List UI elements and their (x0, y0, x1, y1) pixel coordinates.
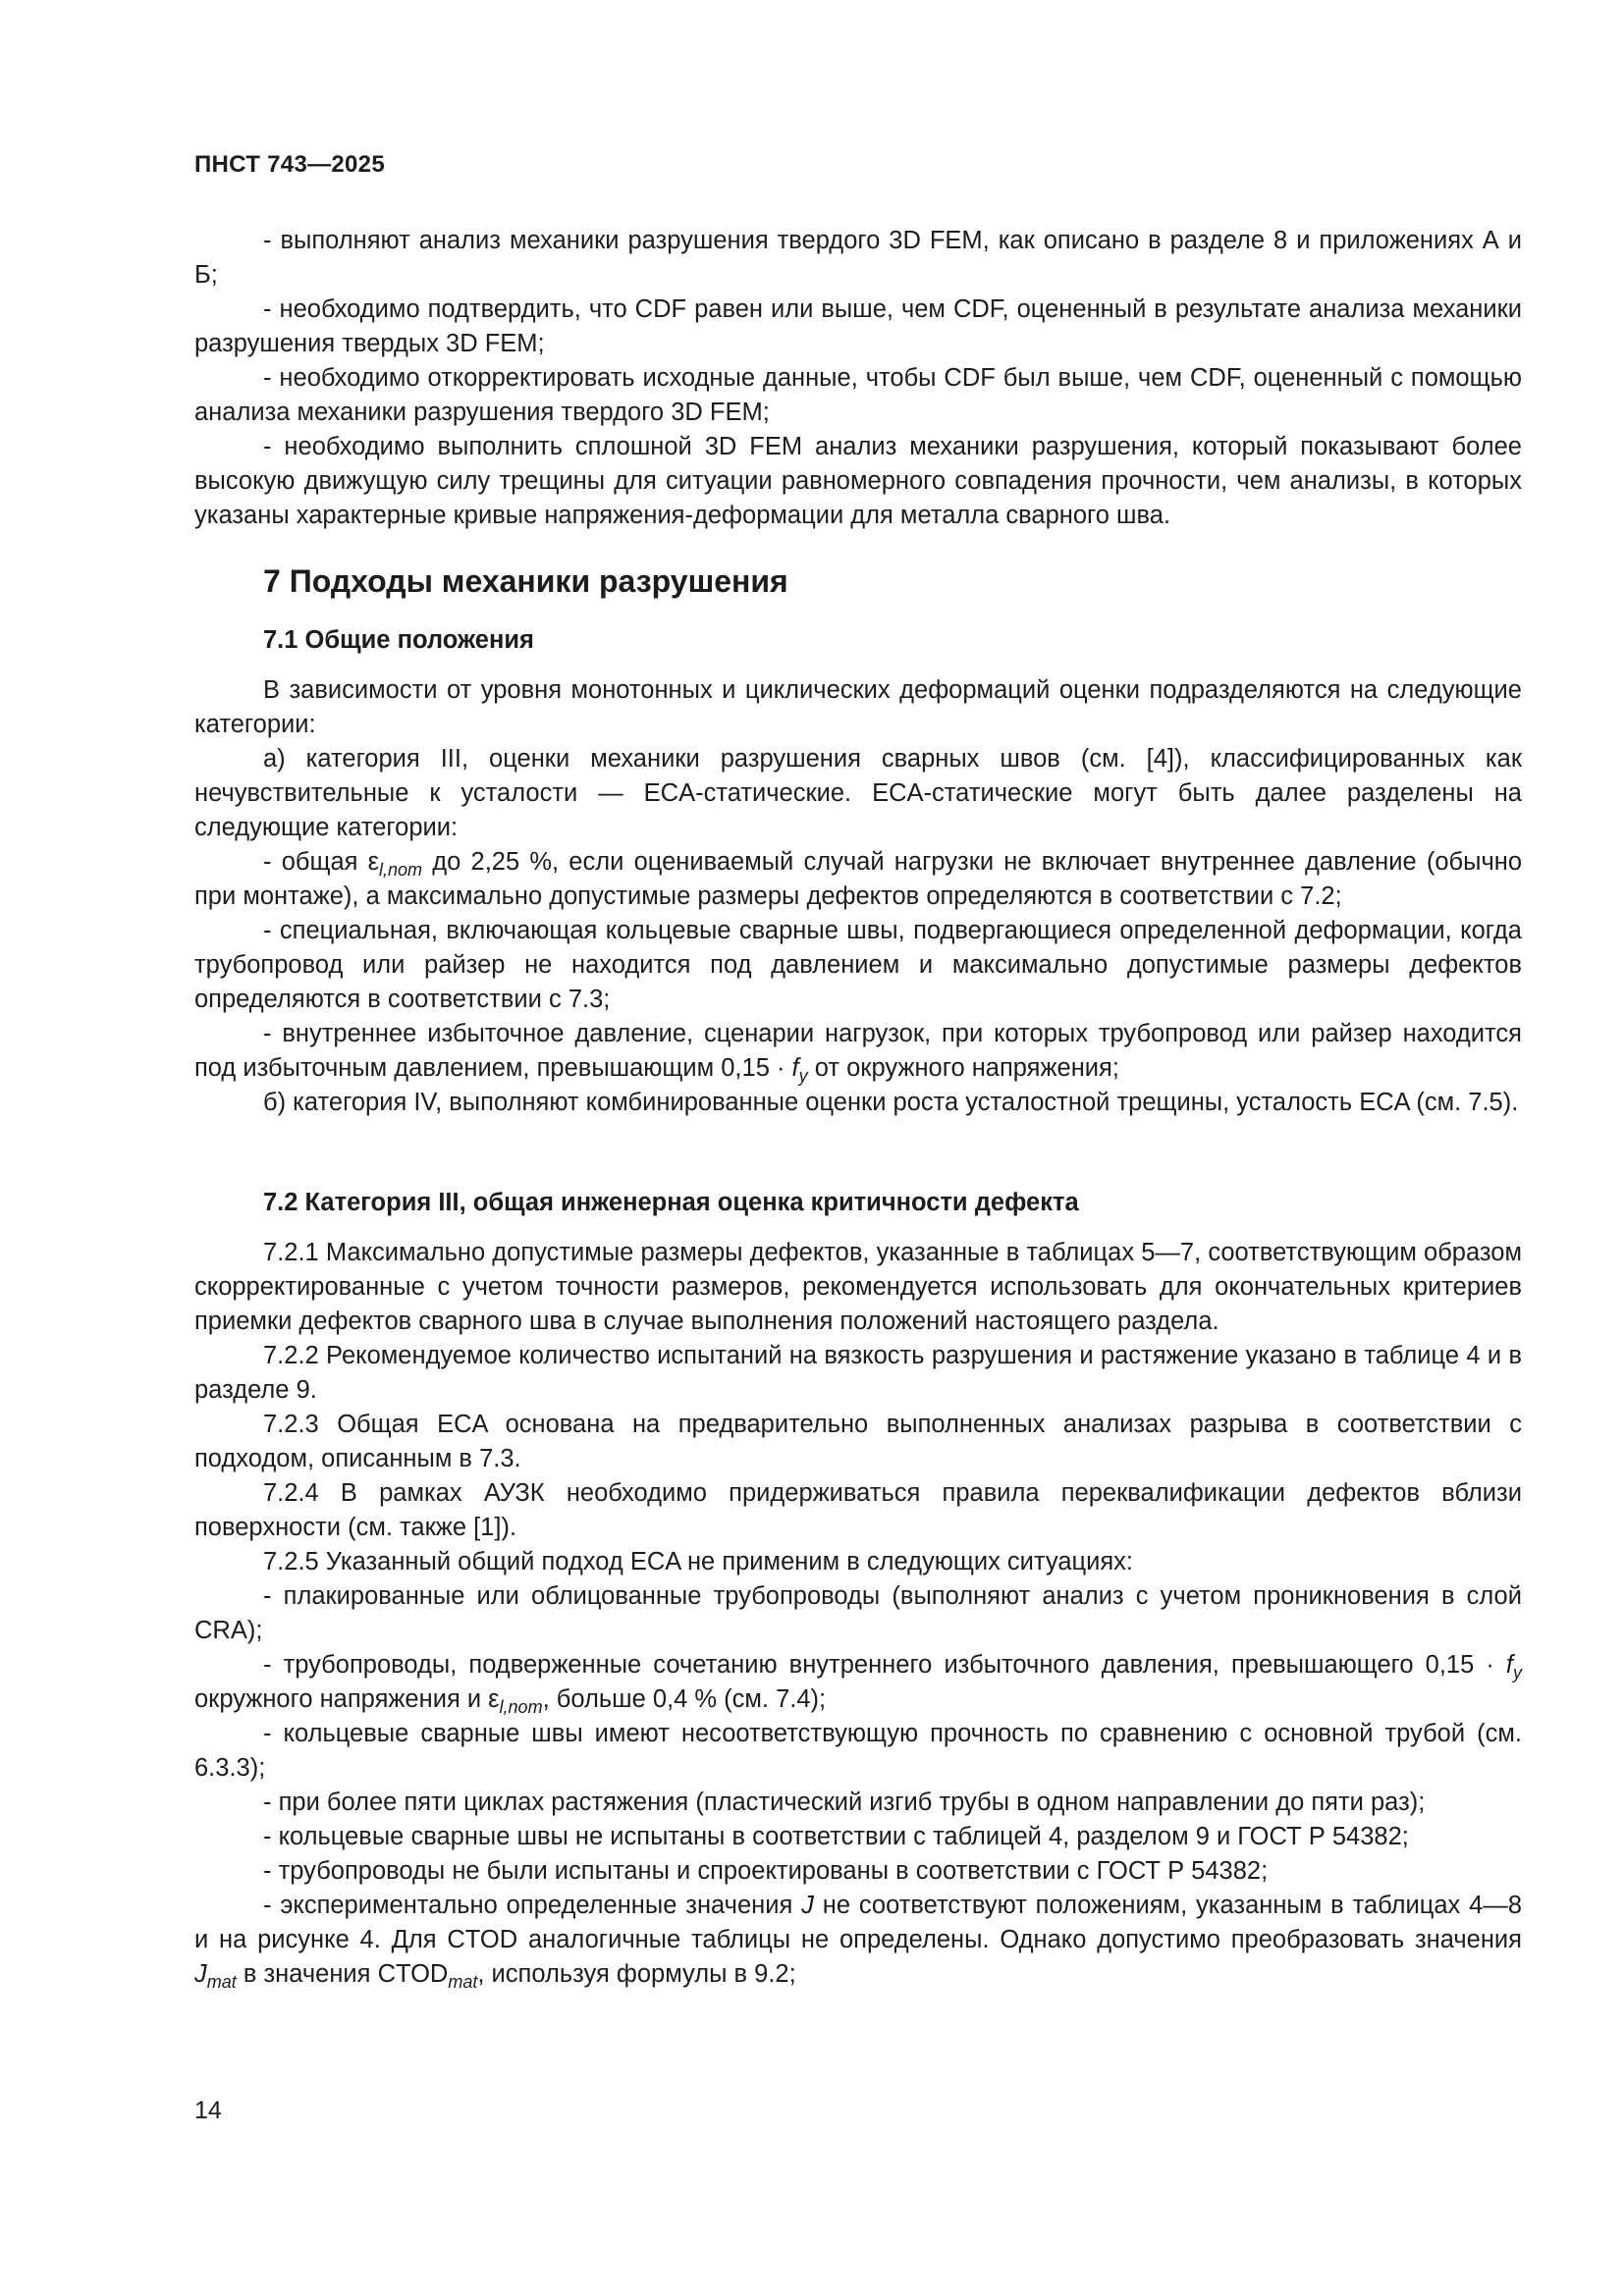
list-item: - выполняют анализ механики разрушения твердого 3D FEM, как описано в разделе 8 и приложениях А и Б; (194, 227, 1522, 289)
text-run: не соответствуют положениям, указанным в таблицах 4—8 и на рисунке 4. Для CTOD аналогичные таблицы не определены. Однако допустимо преобразовать значения (194, 1892, 1523, 1953)
page-header: ПНСТ 743—2025 (194, 151, 385, 178)
subscript: mat (206, 1972, 237, 1992)
list-item: - необходимо откорректировать исходные данные, чтобы CDF был выше, чем CDF, оцененный с помощью анализа механики разрушения твердого 3D FEM; (194, 364, 1522, 426)
text-run: - внутреннее избыточное давление, сценарии нагрузок, при которых трубопровод или райзер находится под избыточным давлением, превышающим 0,15 · (194, 1020, 1522, 1082)
page-number: 14 (194, 2097, 222, 2124)
text-run: , используя формулы в 9.2; (477, 1960, 796, 1988)
subscript: l,nom (499, 1697, 543, 1717)
text-run: в значения CTOD (236, 1960, 449, 1988)
list-item: б) категория IV, выполняют комбинированные оценки роста усталостной трещины, усталость ECA (см. 7.5). (263, 1089, 1519, 1116)
paragraph: 7.2.4 В рамках АУЗК необходимо придерживаться правила переквалификации дефектов вблизи поверхности (см. также [1]). (194, 1479, 1522, 1541)
list-item: - специальная, включающая кольцевые сварные швы, подвергающиеся определенной деформации, когда трубопровод или райзер не находится под давлением и максимально допустимые размеры дефектов определяются в соответствии с 7.3; (194, 917, 1522, 1013)
paragraph: 7.2.5 Указанный общий подход ECA не применим в следующих ситуациях: (263, 1548, 1134, 1575)
symbol: f (1505, 1651, 1513, 1679)
symbol: f (791, 1054, 799, 1082)
symbol: J (801, 1892, 814, 1919)
text-run: до 2,25 %, если оцениваемый случай нагрузки не включает внутреннее давление (обычно при монтаже), а максимально допустимые размеры дефектов определяются в соответствии с 7.2; (194, 848, 1522, 910)
subscript: y (798, 1066, 808, 1086)
text-run: - трубопроводы, подверженные сочетанию внутреннего избыточного давления, превышающего 0,15 · (263, 1651, 1506, 1679)
subscript: mat (448, 1972, 478, 1992)
paragraph: 7.2.2 Рекомендуемое количество испытаний на вязкость разрушения и растяжение указано в таблице 4 и в разделе 9. (194, 1342, 1522, 1404)
paragraph: В зависимости от уровня монотонных и циклических деформаций оценки подразделяются на следующие категории: (194, 676, 1522, 738)
paragraph: 7.2.1 Максимально допустимые размеры дефектов, указанные в таблицах 5—7, соответствующим образом скорректированные с учетом точности размеров, рекомендуется использовать для окончательных критериев приемки дефектов сварного шва в случае выполнения положений настоящего раздела. (194, 1239, 1522, 1335)
list-item (194, 1889, 1522, 1992)
paragraph: 7.2.3 Общая ECA основана на предварительно выполненных анализах разрыва в соответствии с подходом, описанным в 7.3. (194, 1411, 1522, 1472)
section-title: 7 Подходы механики разрушения (263, 563, 788, 599)
text-run: окружного напряжения и ε (194, 1685, 500, 1713)
section-7-1-body (194, 673, 1522, 1120)
subscript: y (1513, 1663, 1522, 1682)
section-7-2-body (194, 1236, 1522, 1992)
list-item: - кольцевые сварные швы имеют несоответствующую прочность по сравнению с основной трубой (см. 6.3.3); (194, 1720, 1522, 1782)
symbol: J (194, 1960, 207, 1988)
list-item: - плакированные или облицованные трубопроводы (выполняют анализ с учетом проникновения в слой CRA); (194, 1582, 1522, 1644)
list-item: - необходимо выполнить сплошной 3D FEM анализ механики разрушения, который показывают более высокую движущую силу трещины для ситуации равномерного совпадения прочности, чем анализы, в которых указаны характерные кривые напряжения-деформации для металла сварного шва. (194, 433, 1522, 529)
text-run: - общая ε (263, 848, 380, 876)
text-run: , больше 0,4 % (см. 7.4); (542, 1685, 827, 1713)
text-run: от окружного напряжения; (807, 1054, 1119, 1082)
list-item: - кольцевые сварные швы не испытаны в соответствии с таблицей 4, разделом 9 и ГОСТ Р 54382; (263, 1823, 1409, 1850)
list-item: - необходимо подтвердить, что CDF равен или выше, чем CDF, оцененный в результате анализа механики разрушения твердых 3D FEM; (194, 295, 1522, 357)
list-item (194, 845, 1522, 914)
list-item: - трубопроводы не были испытаны и спроектированы в соответствии с ГОСТ Р 54382; (263, 1857, 1269, 1885)
subscript: l,nom (379, 860, 423, 880)
subsection-title-7-2: 7.2 Категория III, общая инженерная оценка критичности дефекта (263, 1189, 1079, 1216)
subsection-title-7-1: 7.1 Общие положения (263, 626, 534, 654)
list-item (194, 1017, 1522, 1086)
list-item: - при более пяти циклах растяжения (пластический изгиб трубы в одном направлении до пяти раз); (263, 1789, 1426, 1816)
text-run: - экспериментально определенные значения (263, 1892, 802, 1919)
list-item (194, 1648, 1522, 1717)
intro-list (194, 224, 1522, 533)
paragraph: а) категория III, оценки механики разрушения сварных швов (см. [4]), классифицированных как нечувствительные к усталости — ECA-статические. ECA-статические могут быть далее разделены на следующие категории: (194, 745, 1522, 841)
